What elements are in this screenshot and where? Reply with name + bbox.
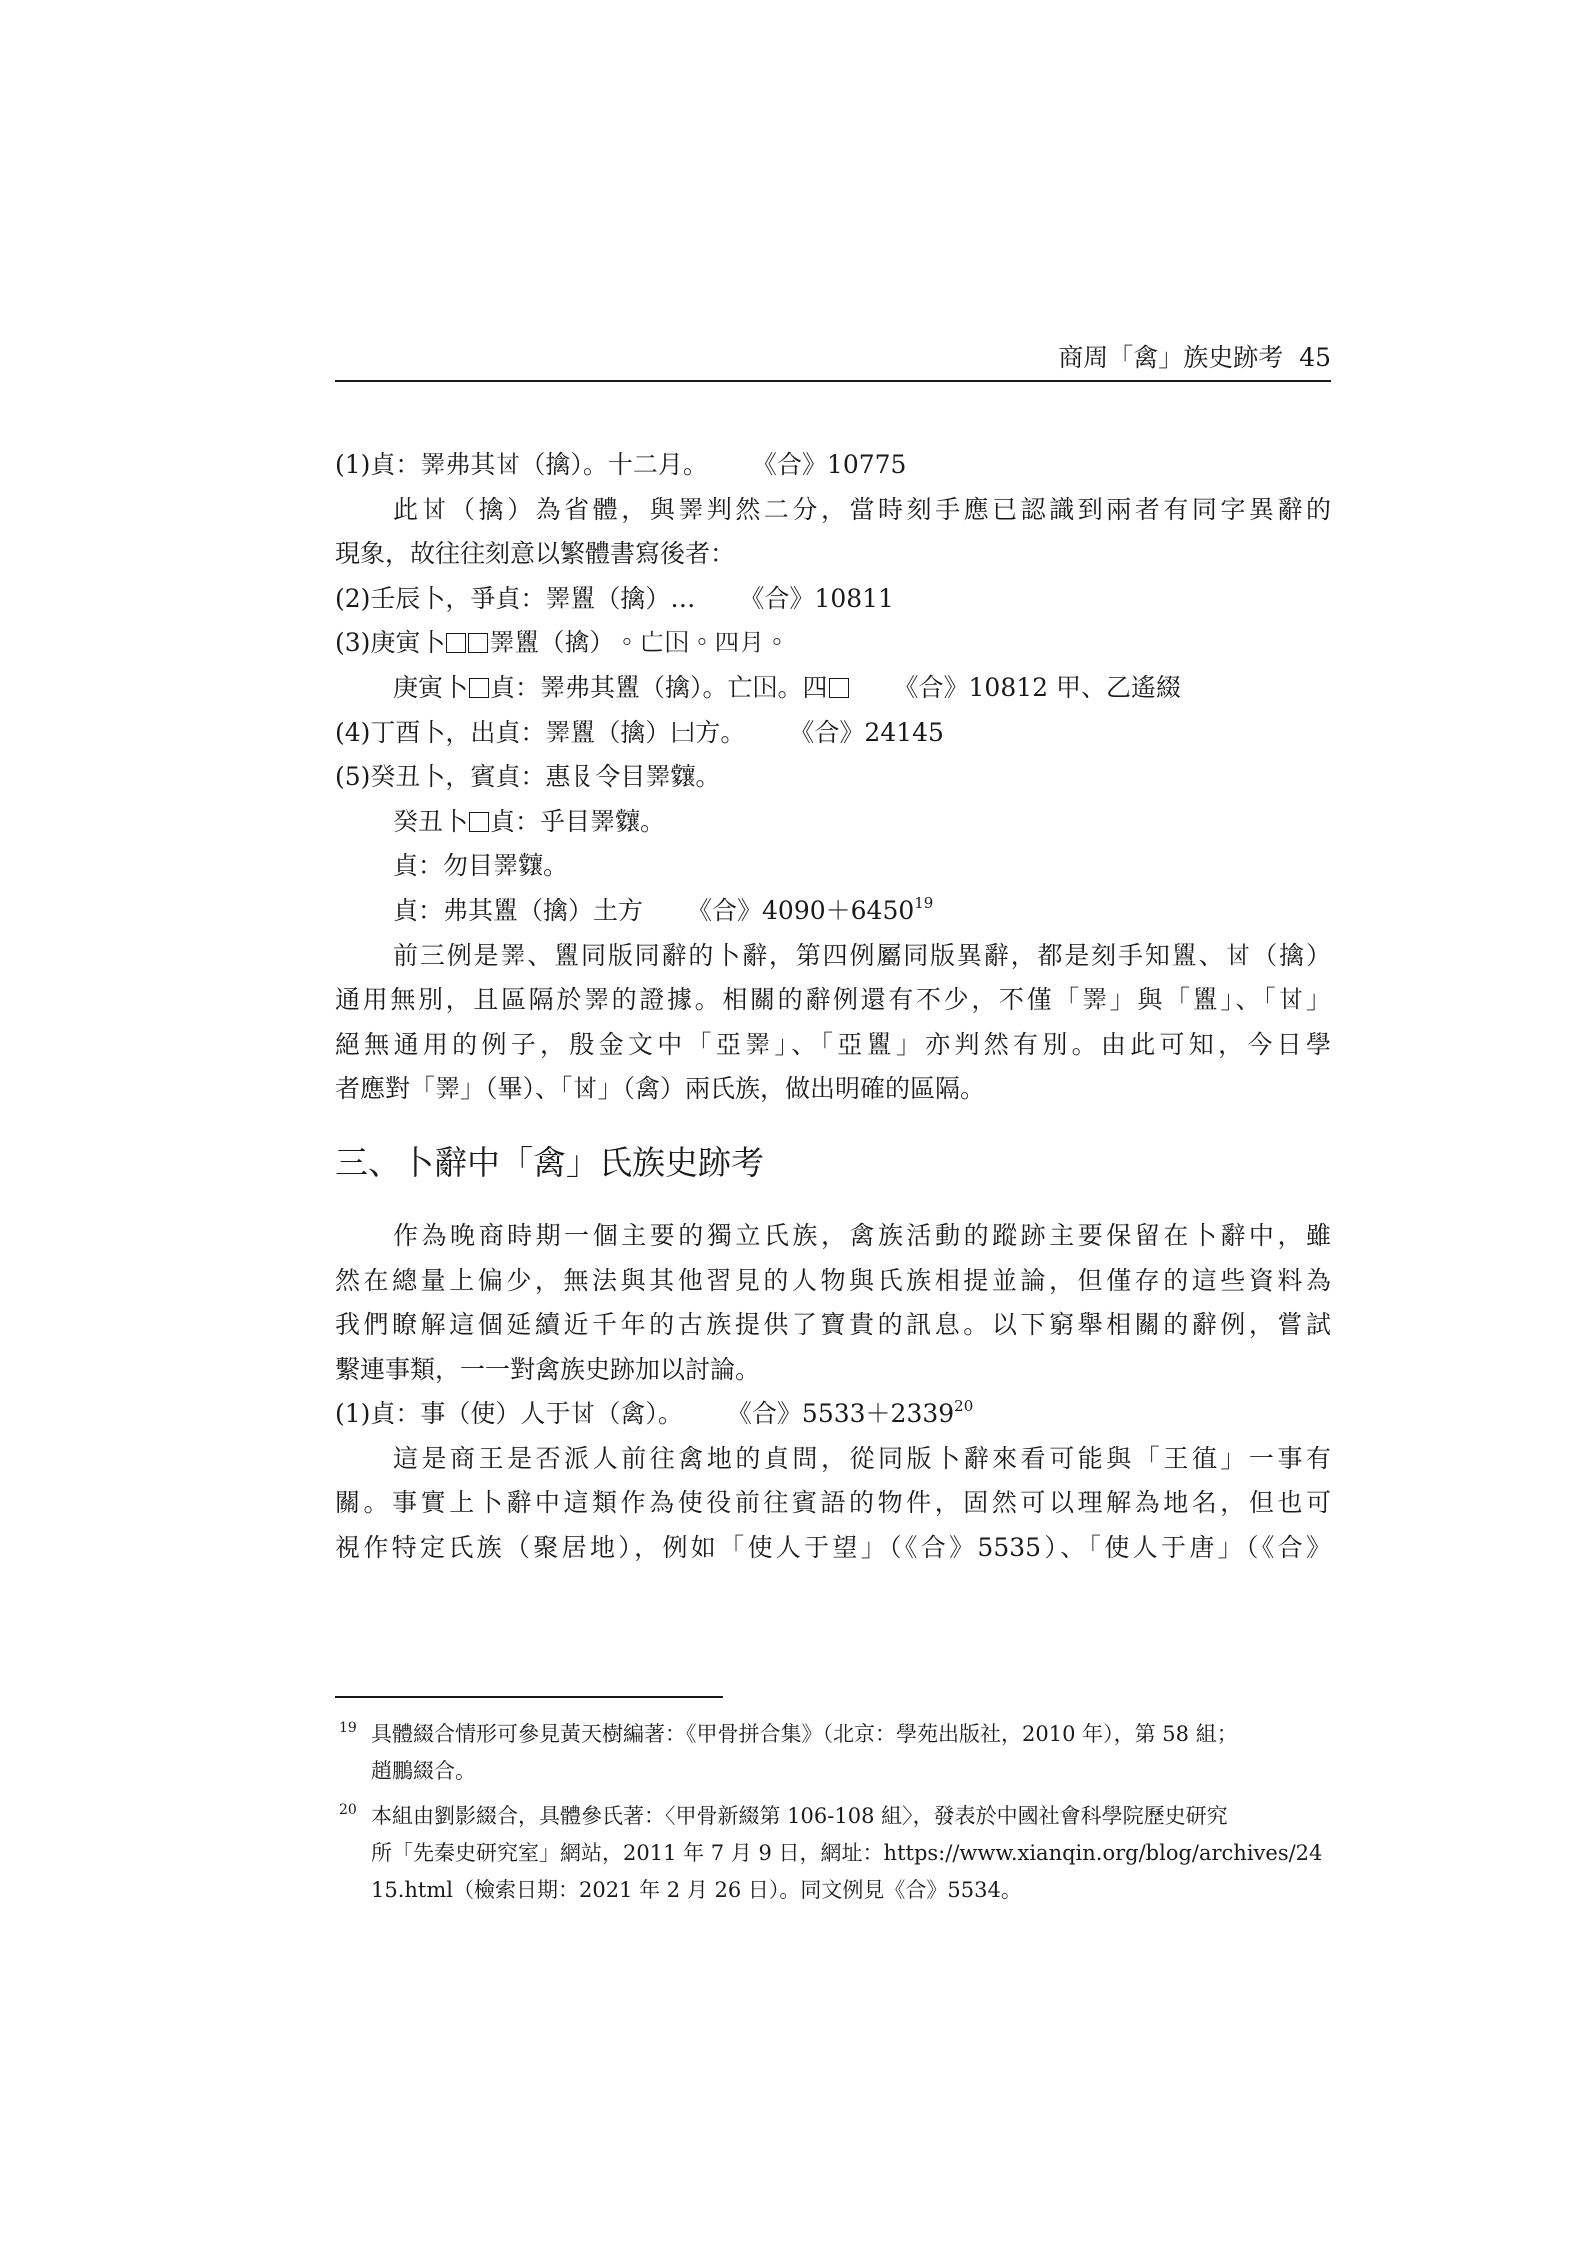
line-text-continued: 貞：乎目𢍰𡗑。 [490, 806, 666, 836]
text-line [335, 666, 1331, 711]
line-text: 貞：勿目𢍰𡗑。 [393, 851, 569, 881]
text-line [335, 934, 1331, 979]
line-text: 癸丑卜 [393, 806, 469, 836]
line-text-continued: 𢍰𥃝（擒）。亡𡆥。四月。 [489, 628, 790, 658]
line-text: (1)貞：𢍰弗其𠀠（擒）。十二月。 [335, 450, 708, 479]
paragraphs-after-heading [335, 1214, 1331, 1571]
footnote-number: 20 [339, 1802, 357, 1818]
citation: 《合》4090＋6450 [687, 895, 915, 925]
line-text: 這是商王是否派人前往禽地的貞問，從同版卜辭來看可能與「王徝」一事有 [393, 1443, 1331, 1473]
citation: 《合》5533＋2339 [726, 1399, 955, 1429]
line-text: 者應對「𢍰」（畢）、「𠀠」（禽）兩氏族，做出明確的區隔。 [335, 1074, 986, 1104]
line-text: 前三例是𢍰、𥃝同版同辭的卜辭，第四例屬同版異辭，都是刻手知𥃝、𠀠（擒） [393, 940, 1331, 970]
text-line [335, 1023, 1331, 1068]
footnote-marker[interactable]: 20 [954, 1397, 974, 1416]
text-line [335, 711, 1331, 756]
missing-character-box [468, 633, 488, 653]
footnotes [335, 1716, 1331, 1917]
text-line [335, 1348, 1331, 1393]
line-text: 庚寅卜 [393, 672, 469, 702]
text-line [335, 800, 1331, 845]
text-line [335, 1526, 1331, 1571]
line-text: (5)癸丑卜，賓貞：惠𠬝令目𢍰𡗑。 [335, 762, 721, 792]
citation: 《合》10811 [739, 583, 894, 613]
text-line [335, 488, 1331, 533]
text-line [335, 443, 1331, 488]
footnote [335, 1716, 1331, 1790]
line-text: 現象，故往往刻意以繁體書寫後者： [335, 539, 736, 569]
body-text [335, 443, 1331, 1571]
text-line [335, 621, 1331, 666]
running-header [335, 338, 1331, 378]
line-text: (4)丁酉卜，出貞：𢍰𥃝（擒）𠙵方。 [335, 717, 746, 747]
text-line [335, 1067, 1331, 1112]
text-line [335, 889, 1331, 934]
line-text-continued: 貞：𢍰弗其𥃝（擒）。亡𡆥。四 [490, 672, 828, 702]
missing-character-box [469, 812, 489, 832]
header-rule [335, 380, 1331, 382]
citation: 《合》10812 甲、乙遙綴 [893, 672, 1182, 702]
line-text: 視作特定氏族（聚居地），例如「使人于望」（《合》5535）、「使人于唐」（《合》 [335, 1533, 1331, 1563]
section-heading: 三、卜辭中「禽」氏族史跡考 [335, 1142, 764, 1182]
text-line [335, 1481, 1331, 1526]
line-text: 貞：弗其𥃝（擒）土方 [393, 895, 644, 925]
text-line [335, 1259, 1331, 1304]
line-text: 繫連事類，一一對禽族史跡加以討論。 [335, 1354, 761, 1384]
missing-character-box [829, 678, 849, 698]
line-text: 絕無通用的例子，殷金文中「亞𢍰」、「亞𥃝」亦判然有別。由此可知，今日學 [335, 1029, 1331, 1059]
line-text: 我們瞭解這個延續近千年的古族提供了寶貴的訊息。以下窮舉相關的辭例，嘗試 [335, 1310, 1331, 1340]
text-line [335, 755, 1331, 800]
line-text: (1)貞：事（使）人于𠀠（禽）。 [335, 1399, 683, 1429]
running-title: 商周「禽」族史跡考 [1058, 343, 1284, 372]
paragraphs-before-heading [335, 443, 1331, 1112]
text-line [335, 1392, 1331, 1437]
line-text: 作為晚商時期一個主要的獨立氏族，禽族活動的蹤跡主要保留在卜辭中，雖 [393, 1220, 1331, 1250]
footnote-marker[interactable]: 19 [914, 893, 934, 912]
line-text: 關。事實上卜辭中這類作為使役前往賓語的物件，固然可以理解為地名，但也可 [335, 1488, 1331, 1518]
line-text: 然在總量上偏少，無法與其他習見的人物與氏族相提並論，但僅存的這些資料為 [335, 1265, 1331, 1295]
missing-character-box [469, 678, 489, 698]
footnote-rule [335, 1696, 723, 1698]
text-line [335, 1303, 1331, 1348]
footnote-line: 所「先秦史研究室」網站，2011 年 7 月 9 日，網址：https://www.xianqin.org/blog/archives/24 [371, 1841, 1323, 1865]
footnote-line: 15.html（檢索日期：2021 年 2 月 26 日）。同文例見《合》5534。 [371, 1878, 1022, 1902]
footnote-line: 具體綴合情形可參見黃天樹編著：《甲骨拼合集》（北京：學苑出版社，2010 年），第 58 組； [371, 1722, 1238, 1746]
footnote-number: 19 [339, 1720, 357, 1736]
text-line [335, 978, 1331, 1023]
footnote-line: 本組由劉影綴合，具體參氏著：〈甲骨新綴第 106-108 組〉，發表於中國社會科學院歷史研究 [371, 1804, 1228, 1828]
page-number: 45 [1299, 343, 1331, 372]
footnote-line: 趙鵬綴合。 [371, 1759, 476, 1783]
text-line [335, 844, 1331, 889]
text-line [335, 532, 1331, 577]
line-text: (3)庚寅卜 [335, 628, 446, 658]
text-line [335, 1214, 1331, 1259]
line-text: 此𠀠（擒）為省體，與𢍰判然二分，當時刻手應已認識到兩者有同字異辭的 [393, 494, 1331, 524]
line-text: 通用無別，且區隔於𢍰的證據。相關的辭例還有不少，不僅「𢍰」與「𥃝」、「𠀠」 [335, 985, 1331, 1015]
text-line [335, 1437, 1331, 1482]
text-line [335, 577, 1331, 622]
missing-character-box [446, 633, 466, 653]
line-text: (2)壬辰卜，爭貞：𢍰𥃝（擒）… [335, 583, 696, 613]
footnote [335, 1798, 1331, 1909]
citation: 《合》10775 [751, 450, 907, 479]
citation: 《合》24145 [789, 717, 944, 747]
